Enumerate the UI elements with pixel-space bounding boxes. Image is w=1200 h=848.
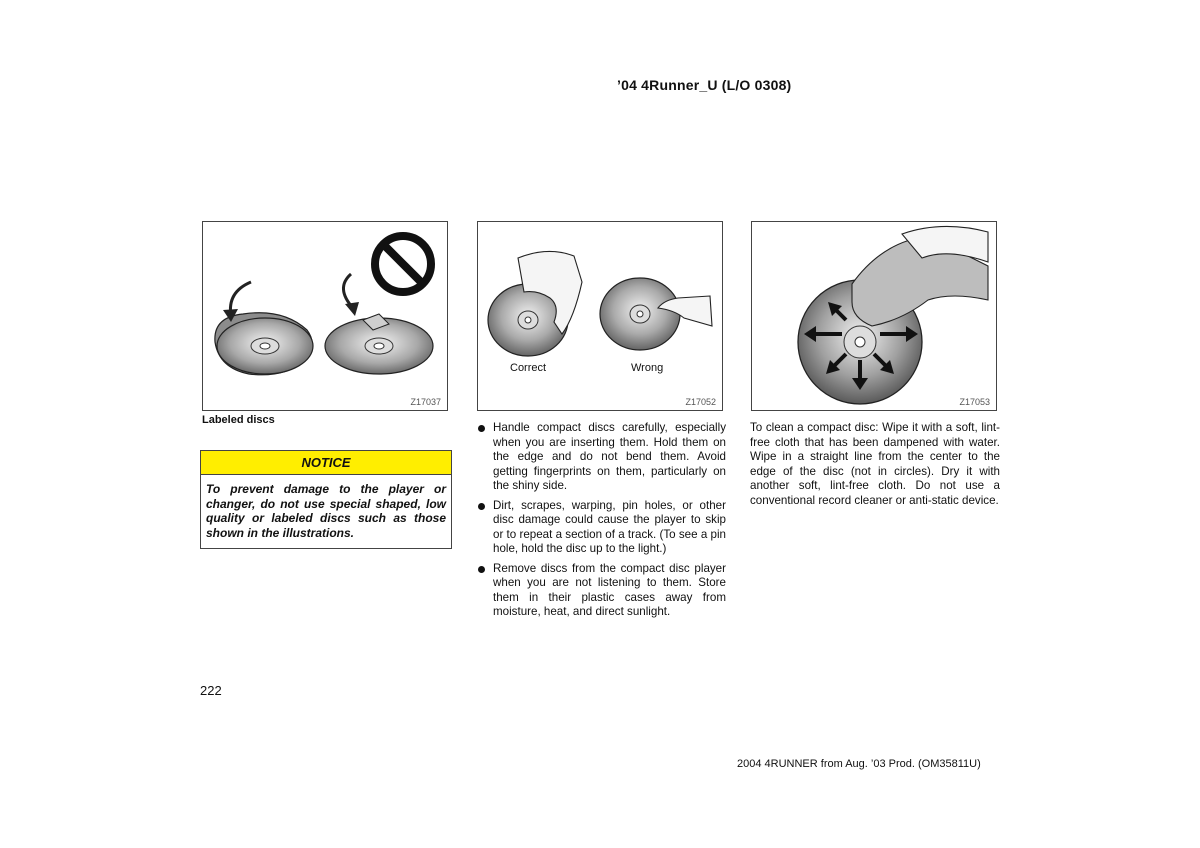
disc-cleaning-illustration xyxy=(752,222,996,410)
prohibited-icon xyxy=(375,236,431,292)
labeled-disc xyxy=(325,314,433,374)
list-item: Handle compact discs carefully, especially when you are inserting them. Hold them on the edge and do not bend them. Avoid getting fingerprints on them, particularly on the shiny side. xyxy=(477,421,726,494)
figure-code: Z17053 xyxy=(959,397,990,407)
figure-disc-cleaning xyxy=(751,221,997,411)
handling-bullet-list xyxy=(477,421,726,625)
labeled-discs-illustration xyxy=(203,222,447,410)
label-wrong: Wrong xyxy=(631,362,664,374)
list-item: Dirt, scrapes, warping, pin holes, or other disc damage could cause the player to skip or to repeat a section of a track. (To see a pin hole, hold the disc up to the light.) xyxy=(477,499,726,557)
disc-handling-illustration xyxy=(478,222,722,410)
figure-code: Z17052 xyxy=(685,397,716,407)
figure-disc-handling xyxy=(477,221,723,411)
notice-title: NOTICE xyxy=(201,451,451,475)
page-number: 222 xyxy=(200,683,222,698)
list-item: Remove discs from the compact disc player when you are not listening to them. Store them in their plastic cases away from moisture, heat, and direct sunlight. xyxy=(477,562,726,620)
arrow-head-icon xyxy=(345,302,359,316)
odd-shaped-disc xyxy=(215,313,313,375)
disc-wrong xyxy=(600,278,680,350)
document-footer: 2004 4RUNNER from Aug. ’03 Prod. (OM35811U) xyxy=(737,758,981,770)
label-correct: Correct xyxy=(510,362,547,374)
figure-code: Z17037 xyxy=(410,397,441,407)
document-header: ’04 4Runner_U (L/O 0308) xyxy=(617,77,792,93)
notice-text: To prevent damage to the player or changer, do not use special shaped, low quality or labeled discs such as those shown in the illustrations. xyxy=(206,482,446,540)
arrow-icon xyxy=(343,274,353,308)
cleaning-paragraph: To clean a compact disc: Wipe it with a soft, lint-free cloth that has been dampened with water. Wipe in a straight line from the center to the edge of the disc (not in circles). Dry it with another soft, lint-free cloth. Do not use a conventional record cleaner or anti-static device. xyxy=(750,421,1000,507)
notice-box xyxy=(200,450,452,549)
figure-labeled-discs xyxy=(202,221,448,411)
figure-caption: Labeled discs xyxy=(202,414,275,426)
